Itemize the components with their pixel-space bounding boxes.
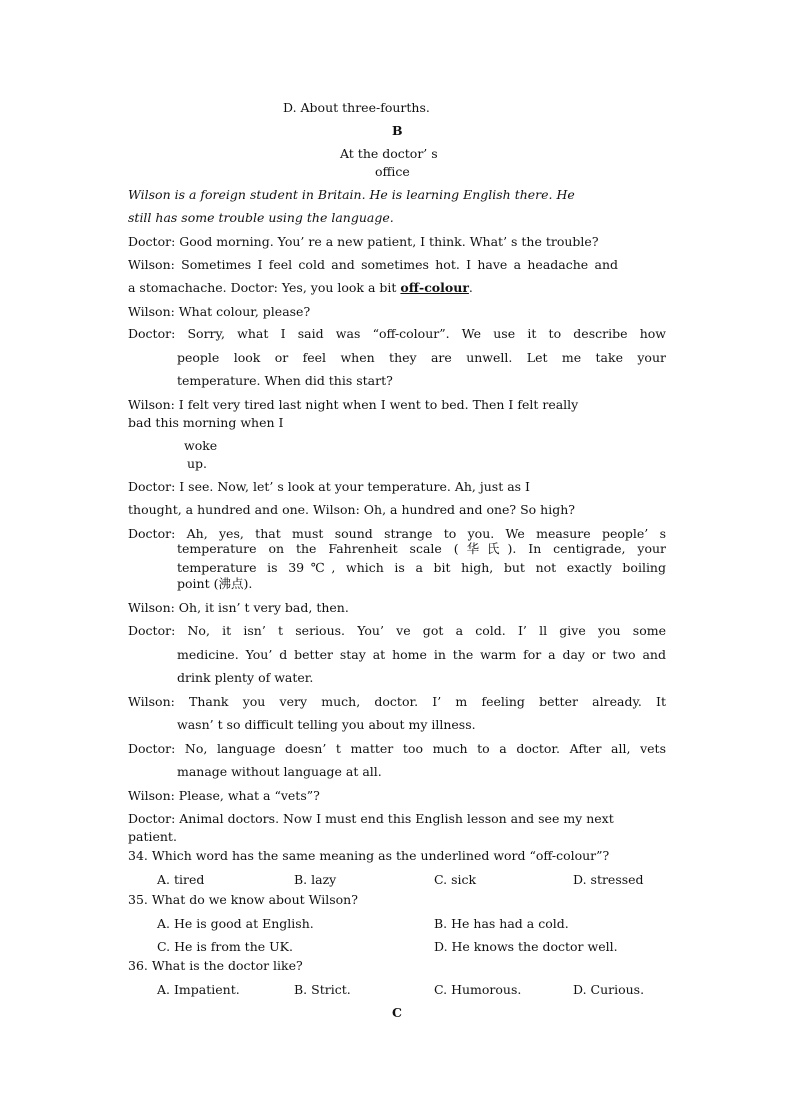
- doctor-line-5c: drink plenty of water.: [177, 670, 314, 685]
- wilson-line-3d: up.: [187, 456, 208, 471]
- previous-option-d: D. About three-fourths.: [283, 100, 430, 115]
- intro-line-1: Wilson is a foreign student in Britain. He is learning English there. He: [128, 187, 575, 202]
- wilson-line-1b: [128, 280, 473, 296]
- doctor-line-6a: Doctor: No, language doesn’ t matter too much to a doctor. After all, vets: [128, 741, 666, 756]
- passage-title-line-2: office: [375, 164, 410, 179]
- doctor-line-5b: medicine. You’ d better stay at home in the warm for a day or two and: [177, 647, 666, 662]
- question-34-stem: 34. Which word has the same meaning as the underlined word “off-colour”?: [128, 848, 610, 863]
- question-36-option-c[interactable]: C. Humorous.: [434, 982, 522, 997]
- section-b-heading: B: [392, 123, 403, 138]
- wilson-line-6: Wilson: Please, what a “vets”?: [128, 788, 320, 803]
- section-c-heading: C: [392, 1005, 402, 1020]
- doctor-line-7a: Doctor: Animal doctors. Now I must end this English lesson and see my next: [128, 811, 614, 826]
- question-36-option-a[interactable]: A. Impatient.: [157, 982, 240, 997]
- doctor-line-5a: Doctor: No, it isn’ t serious. You’ ve got a cold. I’ ll give you some: [128, 623, 666, 638]
- doctor-line-1: Doctor: Good morning. You’ re a new patient, I think. What’ s the trouble?: [128, 234, 599, 249]
- doctor-line-3b: thought, a hundred and one. Wilson: Oh, a hundred and one? So high?: [128, 502, 575, 517]
- question-34-option-b[interactable]: B. lazy: [294, 872, 337, 887]
- wilson-line-5b: wasn’ t so difficult telling you about my illness.: [177, 717, 476, 732]
- question-36-stem: 36. What is the doctor like?: [128, 958, 303, 973]
- question-34-option-a[interactable]: A. tired: [157, 872, 205, 887]
- intro-line-2: still has some trouble using the language.: [128, 210, 394, 225]
- question-35-option-a[interactable]: A. He is good at English.: [157, 916, 314, 931]
- doctor-line-4c: temperature is 39℃, which is a bit high, but not exactly boiling: [177, 560, 666, 575]
- wilson-line-2: Wilson: What colour, please?: [128, 304, 311, 319]
- doctor-line-4d: point (沸点).: [177, 576, 253, 591]
- question-35-option-c[interactable]: C. He is from the UK.: [157, 939, 293, 954]
- wilson-line-1a: Wilson: Sometimes I feel cold and sometimes hot. I have a headache and: [128, 257, 618, 272]
- wilson-line-5a: Wilson: Thank you very much, doctor. I’ m feeling better already. It: [128, 694, 666, 709]
- question-34-option-d[interactable]: D. stressed: [573, 872, 644, 887]
- wilson-line-1b-end: .: [468, 280, 473, 295]
- doctor-line-6b: manage without language at all.: [177, 764, 382, 779]
- underlined-word-off-colour: off-colour: [400, 280, 469, 295]
- question-36-option-b[interactable]: B. Strict.: [294, 982, 351, 997]
- doctor-line-3a: Doctor: I see. Now, let’ s look at your temperature. Ah, just as I: [128, 479, 530, 494]
- doctor-line-2b: people look or feel when they are unwell. Let me take your: [177, 350, 666, 365]
- question-35-option-d[interactable]: D. He knows the doctor well.: [434, 939, 618, 954]
- doctor-line-7b: patient.: [128, 829, 177, 844]
- question-35-stem: 35. What do we know about Wilson?: [128, 892, 358, 907]
- wilson-line-4: Wilson: Oh, it isn’ t very bad, then.: [128, 600, 349, 615]
- doctor-line-2c: temperature. When did this start?: [177, 373, 393, 388]
- doctor-line-2a: Doctor: Sorry, what I said was “off-colour”. We use it to describe how: [128, 326, 666, 341]
- passage-title-line-1: At the doctor’ s: [340, 146, 438, 161]
- question-35-option-b[interactable]: B. He has had a cold.: [434, 916, 569, 931]
- doctor-line-4b: temperature on the Fahrenheit scale (华氏). In centigrade, your: [177, 541, 666, 556]
- wilson-line-3b: bad this morning when I: [128, 415, 284, 430]
- question-34-option-c[interactable]: C. sick: [434, 872, 477, 887]
- question-36-option-d[interactable]: D. Curious.: [573, 982, 645, 997]
- wilson-line-1b-text: a stomachache. Doctor: Yes, you look a bit: [128, 280, 401, 295]
- doctor-line-4a: Doctor: Ah, yes, that must sound strange to you. We measure people’ s: [128, 526, 666, 541]
- wilson-line-3a: Wilson: I felt very tired last night when I went to bed. Then I felt really: [128, 397, 579, 412]
- wilson-line-3c: woke: [184, 438, 218, 453]
